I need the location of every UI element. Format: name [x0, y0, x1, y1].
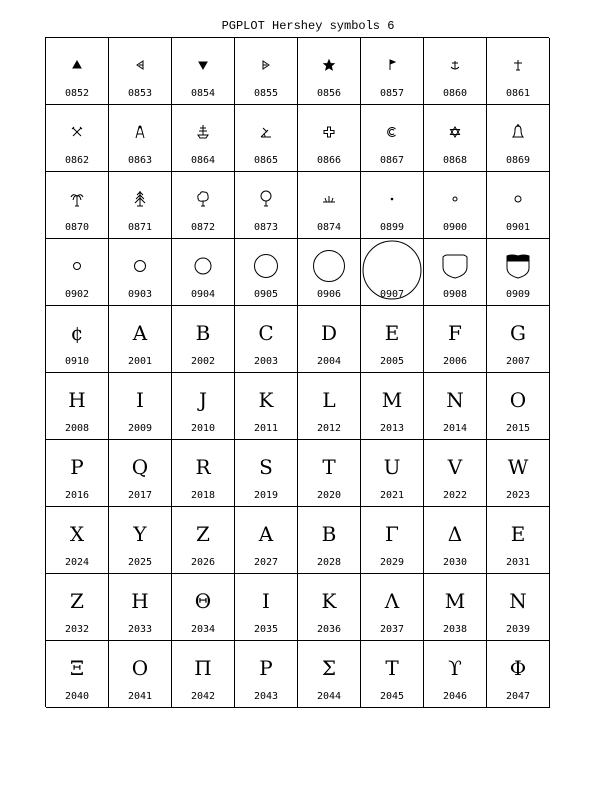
symbol-cell [487, 38, 550, 105]
symbol-code: 2011 [253, 423, 279, 434]
symbol-glyph: V [447, 455, 463, 479]
symbol-glyph: T [385, 656, 399, 680]
dot-icon [361, 182, 423, 216]
symbol-code: 0900 [442, 222, 468, 233]
symbol-cell [172, 38, 235, 105]
symbol-glyph: D [320, 321, 338, 345]
triangle-left-icon [109, 48, 171, 82]
symbol-cell [46, 574, 109, 641]
circle-size-3-icon [172, 249, 234, 283]
tiny-circle-icon [424, 182, 486, 216]
symbol-cell [424, 440, 487, 507]
symbol-cell [298, 574, 361, 641]
symbol-code: 2037 [379, 624, 405, 635]
symbol-code: 2015 [505, 423, 531, 434]
symbol-glyph: B [321, 522, 337, 546]
symbol-code: 0853 [127, 88, 153, 99]
symbol-code: 2039 [505, 624, 531, 635]
symbol-cell [172, 239, 235, 306]
symbol-glyph: I [136, 388, 144, 412]
symbol-code: 2029 [379, 557, 405, 568]
triangle-right-icon [235, 48, 297, 82]
symbol-cell [487, 507, 550, 574]
symbol-glyph: Λ [384, 589, 400, 613]
symbol-code: 0905 [253, 289, 279, 300]
symbol-cell [172, 507, 235, 574]
symbol-code: 0864 [190, 155, 216, 166]
palm-tree-icon [46, 182, 108, 216]
symbol-cell [298, 507, 361, 574]
symbol-cell [424, 172, 487, 239]
symbol-cell [487, 306, 550, 373]
symbol-code: 2033 [127, 624, 153, 635]
symbol-code: 2001 [127, 356, 153, 367]
flag-icon [361, 48, 423, 82]
symbol-glyph: P [70, 455, 84, 479]
page-title: PGPLOT Hershey symbols 6 [221, 19, 395, 33]
symbol-code: 2017 [127, 490, 153, 501]
symbol-cell [487, 105, 550, 172]
symbol-cell [298, 641, 361, 708]
symbol-cell [46, 306, 109, 373]
symbol-cell [172, 373, 235, 440]
symbol-cell [361, 172, 424, 239]
symbol-glyph: Π [194, 656, 212, 680]
symbol-code: 0901 [505, 222, 531, 233]
symbol-code: 0874 [316, 222, 342, 233]
symbol-code: 2008 [64, 423, 90, 434]
symbol-glyph: K [321, 589, 337, 613]
symbol-cell [109, 38, 172, 105]
symbol-code: 0867 [379, 155, 405, 166]
cross-icon [487, 48, 549, 82]
symbol-cell [361, 641, 424, 708]
symbol-code: 0871 [127, 222, 153, 233]
small-circle-icon [487, 182, 549, 216]
symbol-cell [361, 105, 424, 172]
symbol-cell [298, 373, 361, 440]
deciduous-tree-icon [172, 182, 234, 216]
highway-shield-icon [487, 249, 549, 283]
symbol-code: 2036 [316, 624, 342, 635]
symbol-cell [46, 239, 109, 306]
grass-icon [298, 182, 360, 216]
symbol-glyph: P [259, 656, 273, 680]
symbol-cell [172, 641, 235, 708]
symbol-code: 2013 [379, 423, 405, 434]
symbol-code: 2009 [127, 423, 153, 434]
symbol-cell [424, 306, 487, 373]
symbol-cell [298, 38, 361, 105]
symbol-cell [361, 239, 424, 306]
symbol-glyph: F [448, 321, 462, 345]
symbol-code: 2043 [253, 691, 279, 702]
symbol-code: 0860 [442, 88, 468, 99]
symbol-code: 2030 [442, 557, 468, 568]
round-tree-icon [235, 182, 297, 216]
symbol-code: 2006 [442, 356, 468, 367]
symbol-cell [235, 306, 298, 373]
symbol-cell [46, 440, 109, 507]
symbol-cell [298, 239, 361, 306]
shield-icon [424, 249, 486, 283]
symbol-code: 0872 [190, 222, 216, 233]
symbol-code: 0856 [316, 88, 342, 99]
crossed-hammers-icon [46, 115, 108, 149]
symbol-code: 2024 [64, 557, 90, 568]
symbol-glyph: U [383, 455, 401, 479]
symbol-code: 0908 [442, 289, 468, 300]
symbol-cell [361, 306, 424, 373]
symbol-code: 2027 [253, 557, 279, 568]
symbol-cell [487, 239, 550, 306]
symbol-code: 0870 [64, 222, 90, 233]
symbol-glyph: W [507, 455, 529, 479]
symbol-cell [46, 373, 109, 440]
symbol-code: 2046 [442, 691, 468, 702]
symbol-glyph: Σ [321, 656, 337, 680]
symbol-glyph: Γ [385, 522, 399, 546]
symbol-cell [424, 38, 487, 105]
symbol-code: 0869 [505, 155, 531, 166]
symbol-cell [172, 105, 235, 172]
circle-size-1-icon [46, 249, 108, 283]
symbol-code: 2031 [505, 557, 531, 568]
symbol-code: 2016 [64, 490, 90, 501]
symbol-glyph: K [258, 388, 274, 412]
filled-triangle-down-icon [172, 48, 234, 82]
symbol-cell [424, 373, 487, 440]
symbol-code: 0852 [64, 88, 90, 99]
symbol-cell [109, 239, 172, 306]
crescent-c-icon [361, 115, 423, 149]
symbol-code: 0861 [505, 88, 531, 99]
symbol-glyph: Y [133, 522, 147, 546]
ship-icon [172, 115, 234, 149]
symbol-cell [235, 440, 298, 507]
symbol-code: 2004 [316, 356, 342, 367]
symbol-glyph: Ξ [69, 656, 85, 680]
symbol-cell [487, 172, 550, 239]
symbol-glyph: O [131, 656, 149, 680]
symbol-glyph: X [69, 522, 85, 546]
symbol-cell [235, 641, 298, 708]
symbol-cell [109, 373, 172, 440]
symbol-code: 2019 [253, 490, 279, 501]
symbol-code: 2005 [379, 356, 405, 367]
symbol-glyph: Θ [194, 589, 212, 613]
symbol-cell [109, 574, 172, 641]
symbol-glyph: E [384, 321, 400, 345]
symbol-cell [109, 306, 172, 373]
symbol-code: 2045 [379, 691, 405, 702]
symbol-code: 2038 [442, 624, 468, 635]
symbol-cell [361, 440, 424, 507]
symbol-code: 2025 [127, 557, 153, 568]
symbol-glyph: M [444, 589, 466, 613]
symbol-code: 2032 [64, 624, 90, 635]
symbol-glyph: T [322, 455, 336, 479]
symbol-cell [298, 440, 361, 507]
symbol-cell [109, 172, 172, 239]
symbol-glyph: S [259, 455, 273, 479]
symbol-glyph: M [381, 388, 403, 412]
symbol-cell [424, 641, 487, 708]
symbol-cell [109, 105, 172, 172]
symbol-code: 0868 [442, 155, 468, 166]
symbol-code: 0904 [190, 289, 216, 300]
symbol-cell [46, 641, 109, 708]
symbol-cell [172, 306, 235, 373]
symbol-code: 0863 [127, 155, 153, 166]
symbol-glyph: A [132, 321, 148, 345]
symbol-cell [424, 574, 487, 641]
symbol-cell [361, 38, 424, 105]
symbol-code: 2041 [127, 691, 153, 702]
symbol-cell [46, 172, 109, 239]
symbol-cell [487, 574, 550, 641]
symbol-code: 0902 [64, 289, 90, 300]
symbol-code: 2002 [190, 356, 216, 367]
symbol-glyph: J [198, 388, 208, 412]
symbol-code: 0862 [64, 155, 90, 166]
symbol-cell [424, 239, 487, 306]
symbol-code: 2044 [316, 691, 342, 702]
symbol-glyph: L [322, 388, 336, 412]
symbol-cell [235, 172, 298, 239]
symbol-glyph: Φ [509, 656, 527, 680]
symbol-grid [45, 37, 549, 707]
circle-size-6-icon [361, 253, 423, 287]
symbol-code: 2010 [190, 423, 216, 434]
symbol-code: 2034 [190, 624, 216, 635]
symbol-cell [172, 574, 235, 641]
symbol-cell [235, 105, 298, 172]
circle-size-2-icon [109, 249, 171, 283]
symbol-cell [235, 574, 298, 641]
symbol-cell [298, 306, 361, 373]
symbol-glyph: Z [70, 589, 84, 613]
symbol-code: 2012 [316, 423, 342, 434]
symbol-code: 0899 [379, 222, 405, 233]
symbol-cell [235, 373, 298, 440]
symbol-cell [46, 507, 109, 574]
symbol-glyph: H [131, 589, 149, 613]
symbol-code: 2003 [253, 356, 279, 367]
symbol-cell [361, 507, 424, 574]
symbol-code: 0906 [316, 289, 342, 300]
symbol-code: 2023 [505, 490, 531, 501]
symbol-code: 2026 [190, 557, 216, 568]
symbol-cell [235, 38, 298, 105]
symbol-glyph: ϒ [448, 656, 462, 680]
plus-outline-icon [298, 115, 360, 149]
symbol-cell [172, 172, 235, 239]
symbol-glyph: Δ [447, 522, 463, 546]
symbol-cell [424, 507, 487, 574]
symbol-code: 0855 [253, 88, 279, 99]
symbol-glyph: B [195, 321, 211, 345]
symbol-glyph: G [510, 321, 526, 345]
pine-tree-icon [109, 182, 171, 216]
symbol-code: 2018 [190, 490, 216, 501]
symbol-cell [109, 641, 172, 708]
symbol-code: 2007 [505, 356, 531, 367]
symbol-cell [172, 440, 235, 507]
symbol-glyph: H [68, 388, 86, 412]
symbol-cell [298, 172, 361, 239]
symbol-glyph: ¢ [70, 321, 84, 345]
symbol-glyph: Z [196, 522, 210, 546]
symbol-code: 2040 [64, 691, 90, 702]
angle-icon [235, 115, 297, 149]
symbol-cell [235, 239, 298, 306]
symbol-code: 0903 [127, 289, 153, 300]
symbol-cell [487, 373, 550, 440]
symbol-code: 0857 [379, 88, 405, 99]
symbol-code: 2047 [505, 691, 531, 702]
symbol-code: 0866 [316, 155, 342, 166]
symbol-code: 0907 [379, 289, 405, 300]
symbol-cell [487, 440, 550, 507]
star-of-david-icon [424, 115, 486, 149]
symbol-cell [298, 105, 361, 172]
symbol-glyph: Q [131, 455, 149, 479]
symbol-code: 2035 [253, 624, 279, 635]
anchor-icon [424, 48, 486, 82]
symbol-code: 0873 [253, 222, 279, 233]
symbol-glyph: C [258, 321, 274, 345]
symbol-code: 2042 [190, 691, 216, 702]
symbol-cell [46, 38, 109, 105]
circle-size-4-icon [235, 249, 297, 283]
symbol-code: 2028 [316, 557, 342, 568]
symbol-glyph: I [262, 589, 270, 613]
symbol-code: 2020 [316, 490, 342, 501]
symbol-code: 0910 [64, 356, 90, 367]
symbol-glyph: N [509, 589, 527, 613]
symbol-glyph: N [446, 388, 464, 412]
filled-star-icon [298, 48, 360, 82]
symbol-cell [361, 574, 424, 641]
symbol-glyph: R [195, 455, 211, 479]
symbol-code: 2021 [379, 490, 405, 501]
symbol-glyph: A [258, 522, 274, 546]
compass-icon [109, 115, 171, 149]
symbol-code: 2022 [442, 490, 468, 501]
symbol-glyph: O [509, 388, 527, 412]
symbol-cell [46, 105, 109, 172]
symbol-cell [109, 507, 172, 574]
symbol-cell [235, 507, 298, 574]
symbol-glyph: E [510, 522, 526, 546]
symbol-code: 0909 [505, 289, 531, 300]
symbol-cell [487, 641, 550, 708]
symbol-cell [361, 373, 424, 440]
symbol-cell [109, 440, 172, 507]
symbol-cell [424, 105, 487, 172]
bell-icon [487, 115, 549, 149]
symbol-code: 0854 [190, 88, 216, 99]
symbol-code: 2014 [442, 423, 468, 434]
symbol-code: 0865 [253, 155, 279, 166]
circle-size-5-icon [298, 249, 360, 283]
filled-triangle-up-icon [46, 48, 108, 82]
